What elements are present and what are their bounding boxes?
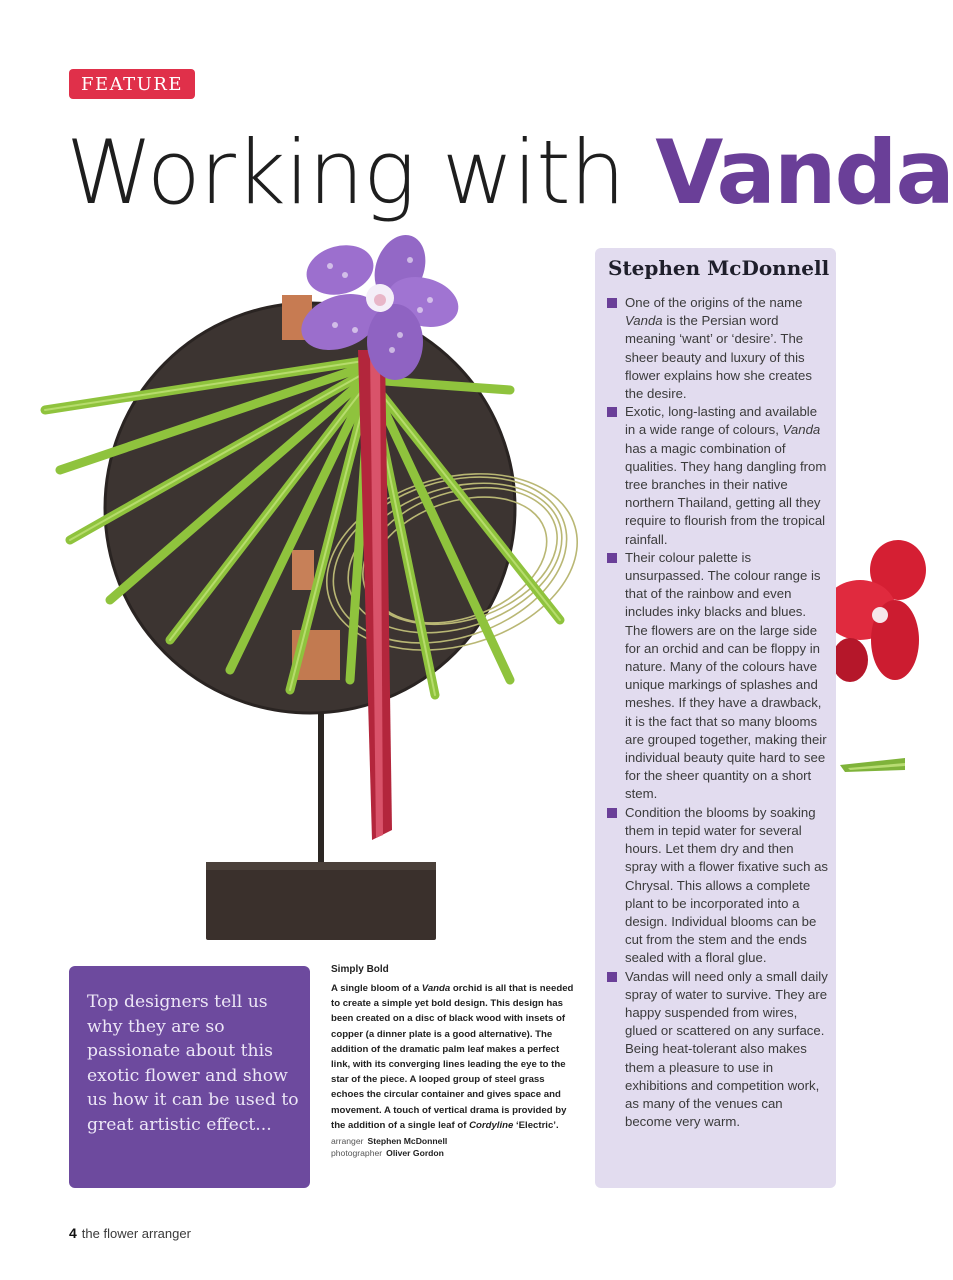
bullet-item xyxy=(607,549,829,804)
bullet-square-icon xyxy=(607,553,617,563)
arranger-credit xyxy=(331,1136,576,1148)
bullet-square-icon xyxy=(607,808,617,818)
caption-text: A single bloom of a xyxy=(331,983,422,994)
photo-caption xyxy=(331,964,576,1159)
pullquote-text: Top designers tell us why they are so passionate about this exotic flower and show us how it can be used to great artistic effect... xyxy=(87,992,299,1135)
photographer-label: photographer xyxy=(331,1147,383,1158)
bullet-text: has a magic combination of qualities. They hang dangling from tree branches in their native northern Thailand, getting all they require to flourish from the tropical rainfall. xyxy=(625,440,827,547)
page-title xyxy=(66,118,953,228)
bullet-text: Condition the blooms by soaking them in tepid water for several hours. Let them dry and then spray with a flower fixative such as Chrysal. This allows a complete plant to be incorporated into a design. Individual blooms can be cut from the stem and the ends sealed with a floral glue. xyxy=(625,804,829,966)
arrangement-photo xyxy=(40,240,595,960)
bullet-text: Their colour palette is unsurpassed. The colour range is that of the rainbow and even includes inky blacks and blues. The flowers are on the large side for an orchid and can be floppy in nature. Many of the colours have unique markings of splashes and meshes. If they have a drawback, it is the fact that so many blooms are grouped together, making their individual beauty quite hard to see for the sheer quantity on a short stem. xyxy=(625,549,827,802)
bullet-italic: Vanda xyxy=(625,313,663,329)
pullquote-box xyxy=(69,966,310,1188)
bullet-square-icon xyxy=(607,972,617,982)
photographer-name: Oliver Gordon xyxy=(386,1147,444,1158)
bullet-square-icon xyxy=(607,407,617,417)
bullet-text: One of the origins of the name xyxy=(625,295,803,310)
caption-italic: Cordyline xyxy=(469,1119,514,1131)
bullet-italic: Vanda xyxy=(782,422,821,438)
page-footer xyxy=(69,1225,191,1241)
bullet-text: is the Persian word meaning ‘want’ or ‘desire’. The sheer beauty and luxury of this flower explains how she creates the desire. xyxy=(625,313,812,402)
caption-text: orchid is all that is needed to create a simple yet bold design. This design has been created on a disc of black wood with insets of copper (a dinner plate is a good alternative). The addition of the dramatic palm leaf makes a perfect link, with its converging lines leading the eye to the star of the piece. A looped group of steel grass echoes the circular container and gives space and movement. A touch of vertical drama is provided by the addition of a single leaf of xyxy=(331,983,574,1131)
sidebar-box xyxy=(595,248,836,1188)
publication-name: the flower arranger xyxy=(81,1226,191,1241)
bullet-list xyxy=(607,294,829,1131)
bullet-square-icon xyxy=(607,298,617,308)
photographer-credit xyxy=(331,1148,576,1160)
title-bold: Vanda xyxy=(655,121,953,224)
caption-title: Simply Bold xyxy=(331,964,389,975)
bullet-item xyxy=(607,294,829,403)
title-light: Working with xyxy=(66,121,625,224)
caption-italic: Vanda xyxy=(421,983,451,994)
arranger-label: arranger xyxy=(331,1136,364,1147)
bullet-item xyxy=(607,804,829,968)
page-number: 4 xyxy=(69,1225,77,1241)
caption-text: ‘Electric’. xyxy=(513,1119,559,1131)
bullet-text: Vandas will need only a small daily spray of water to survive. They are happy suspended from wires, glued or scattered on any surface. Being heat-tolerant also makes them a pleasure to use in exhibitions and competition work, as many of the venues can become very warm. xyxy=(625,968,828,1130)
arranger-name: Stephen McDonnell xyxy=(367,1136,448,1147)
bullet-item xyxy=(607,968,829,1132)
caption-body xyxy=(331,981,576,1133)
bullet-text: Exotic, long-lasting and available in a wide range of colours, xyxy=(625,404,818,438)
feature-tag: FEATURE xyxy=(69,69,195,99)
sidebar-author: Stephen McDonnell xyxy=(608,256,830,280)
bullet-item xyxy=(607,403,829,549)
